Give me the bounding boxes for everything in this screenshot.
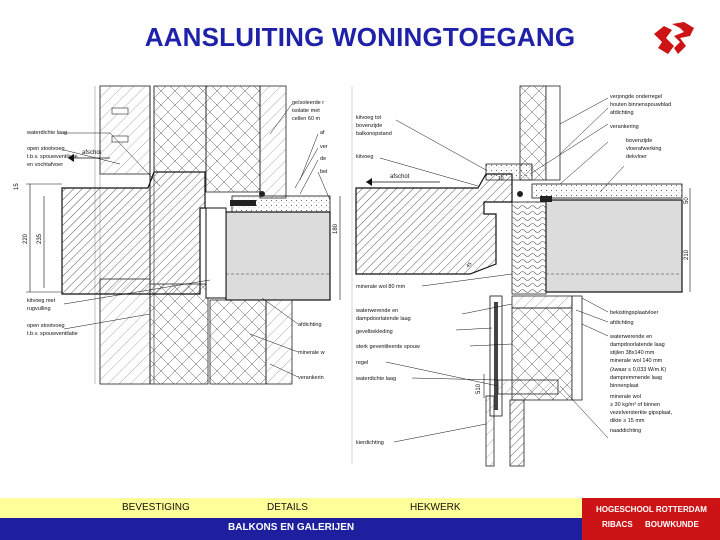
label-afdichting-1: afdichting [610,110,634,116]
label-open-stootvoeg: open stootvoeg [27,146,65,152]
label-de: de [320,156,327,162]
label-ver: ver [320,144,328,150]
label-verjongde-onderregel: verjongde onderregel [610,94,662,100]
label-spouwventilatie: t.b.v. spouwventilatie [27,154,78,160]
label-waterdichte-laag-right: waterdichte laag [356,376,397,382]
school-logo-icon [650,20,698,56]
dim-10: 10 [498,176,504,182]
label-afdichting-left: afdichting [298,322,322,328]
label-isolatie-met: isolatie met [292,108,320,114]
label-kierdichting: kierdichting [356,440,384,446]
label-minerale-w: minerale w [298,350,325,356]
label-sterk-geventileerde: sterk geventileerde spouw [356,344,420,350]
label-kitvoeg-tot: kitvoeg tot [356,115,382,121]
label-vochtafvoer: en vochtafvoer [27,162,64,168]
label-minerale-wol-140: minerale wol 140 mm [610,358,663,364]
label-cellen: cellen 60 m [292,116,321,122]
label-bel: bel [320,169,328,175]
label-minerale-wol-80: minerale wol 80 mm [356,284,406,290]
label-lambda: (λwaar ≤ 0,033 W/m.K) [610,367,667,373]
label-houten-binnenspouwblad: houten binnenspouwblad [610,102,672,108]
label-30-kg: ≥ 30 kg/m³ of binnen [610,402,661,408]
label-waterwerende: waterwerende en [356,308,399,314]
page-title: AANSLUITING WONINGTOEGANG [144,22,576,52]
nav-hekwerk-link[interactable]: HEKWERK [410,502,461,513]
label-open-stootvoeg-2: open stootvoeg [27,323,65,329]
nav-details-link[interactable]: DETAILS [267,502,308,513]
label-dampremmende: dampremmende laag [610,375,662,381]
dim-220: 220 [23,233,29,244]
nav-bevestiging-link[interactable]: BEVESTIGING [122,502,190,513]
label-binnenplaat: binnenplaat [610,383,639,389]
label-dampdoorlatende-2: dampdoorlatende laag [610,342,665,348]
label-gevelbekleding: gevelbekleding [356,329,393,335]
label-af: af [320,130,325,136]
school-dept-b: BOUWKUNDE [645,520,699,529]
label-afdichting-2: afdichting [610,320,634,326]
dim-45: 45 [465,261,474,270]
label-dikte: dikte ≥ 15 mm [610,418,645,424]
right-detail [352,86,690,466]
label-regel: regel [356,360,369,366]
label-spouwventilatie-2: t.b.v. spouwventilatie [27,331,78,337]
label-verankering: verankering [610,124,639,130]
technical-drawing [0,84,720,484]
label-dampdoorlatende: dampdoorlatende laag [356,316,411,322]
label-rugvulling: rugvulling [27,306,51,312]
dim-210: 210 [684,249,690,260]
label-geisoleerde: geïsoleerde r [292,100,325,106]
label-minerale-wol: minerale wol [610,394,641,400]
left-detail [14,86,340,384]
dim-15: 15 [14,183,20,190]
label-naaddichting: naaddichting [610,428,642,434]
label-waterwerende-2: waterwerende en [610,334,653,340]
dim-235: 235 [37,233,43,244]
dim-180: 180 [333,223,339,234]
label-afschot-right: afschot [390,174,410,180]
dim-50: 50 [684,197,690,204]
school-dept-a: RIBACS [602,520,633,529]
label-kitvoeg-met: kitvoeg met [27,298,56,304]
label-vezelversterkte: vezelversterkte gipsplaat, [610,410,673,416]
label-kitvoeg: kitvoeg [356,154,374,160]
label-verankerin: verankerin [298,375,324,381]
label-stijlen: stijlen 38x140 mm [610,350,655,356]
label-waterdichte-laag: waterdichte laag [27,130,68,136]
label-afschot-left: afschot [82,150,102,156]
label-vloerafwerking: vloerafwerking [626,146,662,152]
dim-510: 510 [476,383,482,394]
label-bekistingsplaatvloer: bekistingsplaatvloer [610,310,659,316]
label-bovenzijde: bovenzijde [356,123,383,129]
section-label: BALKONS EN GALERIJEN [228,522,355,533]
school-name: HOGESCHOOL ROTTERDAM [596,505,707,514]
label-dekvloer: dekvloer [626,154,647,160]
label-balkonopstand: balkonopstand [356,131,392,137]
label-bovenzijde-vloer: bovenzijde [626,138,653,144]
